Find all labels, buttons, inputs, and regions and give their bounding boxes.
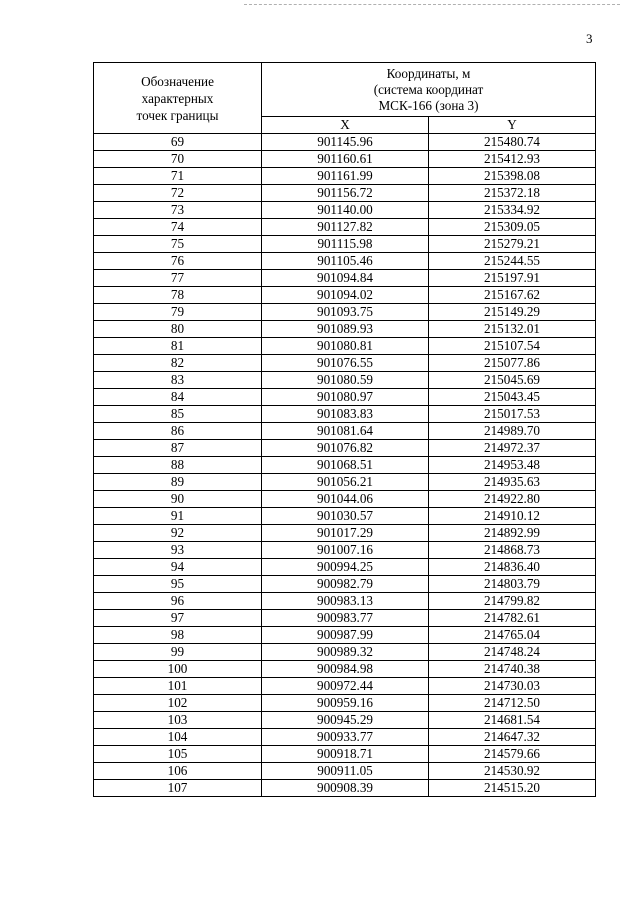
point-id-cell: 89 [94, 474, 262, 491]
x-coordinate-cell: 901127.82 [262, 219, 429, 236]
x-coordinate-cell: 900984.98 [262, 661, 429, 678]
y-coordinate-cell: 214935.63 [429, 474, 596, 491]
point-id-cell: 100 [94, 661, 262, 678]
x-coordinate-cell: 901081.64 [262, 423, 429, 440]
table-header-row [94, 63, 596, 117]
x-coordinate-cell: 900982.79 [262, 576, 429, 593]
y-coordinate-cell: 214782.61 [429, 610, 596, 627]
point-id-cell: 98 [94, 627, 262, 644]
header-coords-line: Координаты, м [386, 65, 471, 81]
point-id-cell: 86 [94, 423, 262, 440]
point-id-cell: 88 [94, 457, 262, 474]
y-coordinate-cell: 214579.66 [429, 746, 596, 763]
header-points-line: точек границы [136, 107, 219, 123]
table-row [94, 185, 596, 202]
y-coordinate-cell: 214765.04 [429, 627, 596, 644]
x-coordinate-cell: 900918.71 [262, 746, 429, 763]
top-edge-line [244, 4, 620, 5]
point-id-cell: 99 [94, 644, 262, 661]
point-id-cell: 87 [94, 440, 262, 457]
x-coordinate-cell: 901083.83 [262, 406, 429, 423]
table-row [94, 559, 596, 576]
header-points-line: характерных [141, 90, 214, 106]
y-coordinate-cell: 214730.03 [429, 678, 596, 695]
x-coordinate-cell: 901030.57 [262, 508, 429, 525]
table-row [94, 780, 596, 797]
point-id-cell: 105 [94, 746, 262, 763]
point-id-cell: 77 [94, 270, 262, 287]
table-row [94, 168, 596, 185]
y-coordinate-cell: 215309.05 [429, 219, 596, 236]
table-row [94, 304, 596, 321]
table-row [94, 746, 596, 763]
point-id-cell: 95 [94, 576, 262, 593]
point-id-cell: 69 [94, 134, 262, 151]
header-coordinates [262, 63, 596, 117]
point-id-cell: 93 [94, 542, 262, 559]
x-coordinate-cell: 901156.72 [262, 185, 429, 202]
table-row [94, 423, 596, 440]
x-coordinate-cell: 901068.51 [262, 457, 429, 474]
table-row [94, 270, 596, 287]
table-row [94, 355, 596, 372]
table-row [94, 491, 596, 508]
table-row [94, 695, 596, 712]
x-coordinate-cell: 901056.21 [262, 474, 429, 491]
x-coordinate-cell: 901140.00 [262, 202, 429, 219]
y-coordinate-cell: 215197.91 [429, 270, 596, 287]
point-id-cell: 97 [94, 610, 262, 627]
y-coordinate-cell: 214799.82 [429, 593, 596, 610]
point-id-cell: 92 [94, 525, 262, 542]
table-row [94, 457, 596, 474]
table-row [94, 389, 596, 406]
x-coordinate-cell: 901161.99 [262, 168, 429, 185]
y-coordinate-cell: 214681.54 [429, 712, 596, 729]
y-coordinate-cell: 214530.92 [429, 763, 596, 780]
y-coordinate-cell: 214712.50 [429, 695, 596, 712]
x-coordinate-cell: 901094.84 [262, 270, 429, 287]
point-id-cell: 75 [94, 236, 262, 253]
table-row [94, 661, 596, 678]
y-coordinate-cell: 214892.99 [429, 525, 596, 542]
table-row [94, 321, 596, 338]
coordinates-table [93, 62, 596, 797]
x-coordinate-cell: 901093.75 [262, 304, 429, 321]
y-coordinate-cell: 214836.40 [429, 559, 596, 576]
table-row [94, 525, 596, 542]
point-id-cell: 104 [94, 729, 262, 746]
x-coordinate-cell: 901080.59 [262, 372, 429, 389]
table-row [94, 712, 596, 729]
point-id-cell: 80 [94, 321, 262, 338]
page-number: 3 [586, 31, 593, 46]
point-id-cell: 78 [94, 287, 262, 304]
x-coordinate-cell: 901080.97 [262, 389, 429, 406]
point-id-cell: 76 [94, 253, 262, 270]
x-coordinate-cell: 900983.13 [262, 593, 429, 610]
y-coordinate-cell: 215043.45 [429, 389, 596, 406]
x-coordinate-cell: 901145.96 [262, 134, 429, 151]
point-id-cell: 91 [94, 508, 262, 525]
y-coordinate-cell: 214953.48 [429, 457, 596, 474]
point-id-cell: 79 [94, 304, 262, 321]
x-coordinate-cell: 901007.16 [262, 542, 429, 559]
x-coordinate-cell: 900959.16 [262, 695, 429, 712]
table-row [94, 576, 596, 593]
point-id-cell: 103 [94, 712, 262, 729]
point-id-cell: 101 [94, 678, 262, 695]
y-coordinate-cell: 215107.54 [429, 338, 596, 355]
point-id-cell: 81 [94, 338, 262, 355]
x-coordinate-cell: 901105.46 [262, 253, 429, 270]
y-coordinate-cell: 214972.37 [429, 440, 596, 457]
header-y: Y [429, 117, 596, 134]
x-coordinate-cell: 900989.32 [262, 644, 429, 661]
y-coordinate-cell: 215045.69 [429, 372, 596, 389]
x-coordinate-cell: 900994.25 [262, 559, 429, 576]
x-coordinate-cell: 900908.39 [262, 780, 429, 797]
table-row [94, 287, 596, 304]
point-id-cell: 73 [94, 202, 262, 219]
y-coordinate-cell: 214748.24 [429, 644, 596, 661]
y-coordinate-cell: 214740.38 [429, 661, 596, 678]
y-coordinate-cell: 215398.08 [429, 168, 596, 185]
table-row [94, 372, 596, 389]
point-id-cell: 85 [94, 406, 262, 423]
table-row [94, 134, 596, 151]
table-row [94, 440, 596, 457]
table-row [94, 151, 596, 168]
point-id-cell: 94 [94, 559, 262, 576]
point-id-cell: 96 [94, 593, 262, 610]
x-coordinate-cell: 900911.05 [262, 763, 429, 780]
header-coords-line: МСК-166 (зона 3) [378, 97, 479, 113]
y-coordinate-cell: 214647.32 [429, 729, 596, 746]
x-coordinate-cell: 901017.29 [262, 525, 429, 542]
table-row [94, 593, 596, 610]
x-coordinate-cell: 900933.77 [262, 729, 429, 746]
table-row [94, 610, 596, 627]
table-row [94, 236, 596, 253]
table-row [94, 202, 596, 219]
y-coordinate-cell: 215334.92 [429, 202, 596, 219]
point-id-cell: 107 [94, 780, 262, 797]
point-id-cell: 82 [94, 355, 262, 372]
y-coordinate-cell: 215017.53 [429, 406, 596, 423]
table-row [94, 729, 596, 746]
y-coordinate-cell: 214989.70 [429, 423, 596, 440]
y-coordinate-cell: 214803.79 [429, 576, 596, 593]
x-coordinate-cell: 900972.44 [262, 678, 429, 695]
table-row [94, 508, 596, 525]
y-coordinate-cell: 215480.74 [429, 134, 596, 151]
point-id-cell: 102 [94, 695, 262, 712]
x-coordinate-cell: 901044.06 [262, 491, 429, 508]
y-coordinate-cell: 215167.62 [429, 287, 596, 304]
header-points-line: Обозначение [141, 73, 214, 89]
x-coordinate-cell: 901115.98 [262, 236, 429, 253]
table-row [94, 406, 596, 423]
y-coordinate-cell: 214922.80 [429, 491, 596, 508]
x-coordinate-cell: 901076.82 [262, 440, 429, 457]
table-row [94, 627, 596, 644]
table-row [94, 542, 596, 559]
y-coordinate-cell: 215132.01 [429, 321, 596, 338]
table-row [94, 644, 596, 661]
point-id-cell: 83 [94, 372, 262, 389]
x-coordinate-cell: 901080.81 [262, 338, 429, 355]
table-row [94, 763, 596, 780]
x-coordinate-cell: 900987.99 [262, 627, 429, 644]
point-id-cell: 106 [94, 763, 262, 780]
x-coordinate-cell: 900945.29 [262, 712, 429, 729]
y-coordinate-cell: 215149.29 [429, 304, 596, 321]
table-row [94, 678, 596, 695]
header-x: X [262, 117, 429, 134]
point-id-cell: 70 [94, 151, 262, 168]
point-id-cell: 74 [94, 219, 262, 236]
table-row [94, 338, 596, 355]
y-coordinate-cell: 214868.73 [429, 542, 596, 559]
table-row [94, 253, 596, 270]
x-coordinate-cell: 901160.61 [262, 151, 429, 168]
point-id-cell: 72 [94, 185, 262, 202]
y-coordinate-cell: 215244.55 [429, 253, 596, 270]
x-coordinate-cell: 901094.02 [262, 287, 429, 304]
table-body [94, 134, 596, 797]
table-row [94, 474, 596, 491]
y-coordinate-cell: 215372.18 [429, 185, 596, 202]
y-coordinate-cell: 215077.86 [429, 355, 596, 372]
point-id-cell: 90 [94, 491, 262, 508]
y-coordinate-cell: 214515.20 [429, 780, 596, 797]
table-row [94, 219, 596, 236]
x-coordinate-cell: 901089.93 [262, 321, 429, 338]
point-id-cell: 71 [94, 168, 262, 185]
y-coordinate-cell: 215279.21 [429, 236, 596, 253]
x-coordinate-cell: 901076.55 [262, 355, 429, 372]
x-coordinate-cell: 900983.77 [262, 610, 429, 627]
y-coordinate-cell: 214910.12 [429, 508, 596, 525]
header-points [94, 63, 262, 134]
point-id-cell: 84 [94, 389, 262, 406]
header-coords-line: (система координат [373, 81, 484, 97]
y-coordinate-cell: 215412.93 [429, 151, 596, 168]
